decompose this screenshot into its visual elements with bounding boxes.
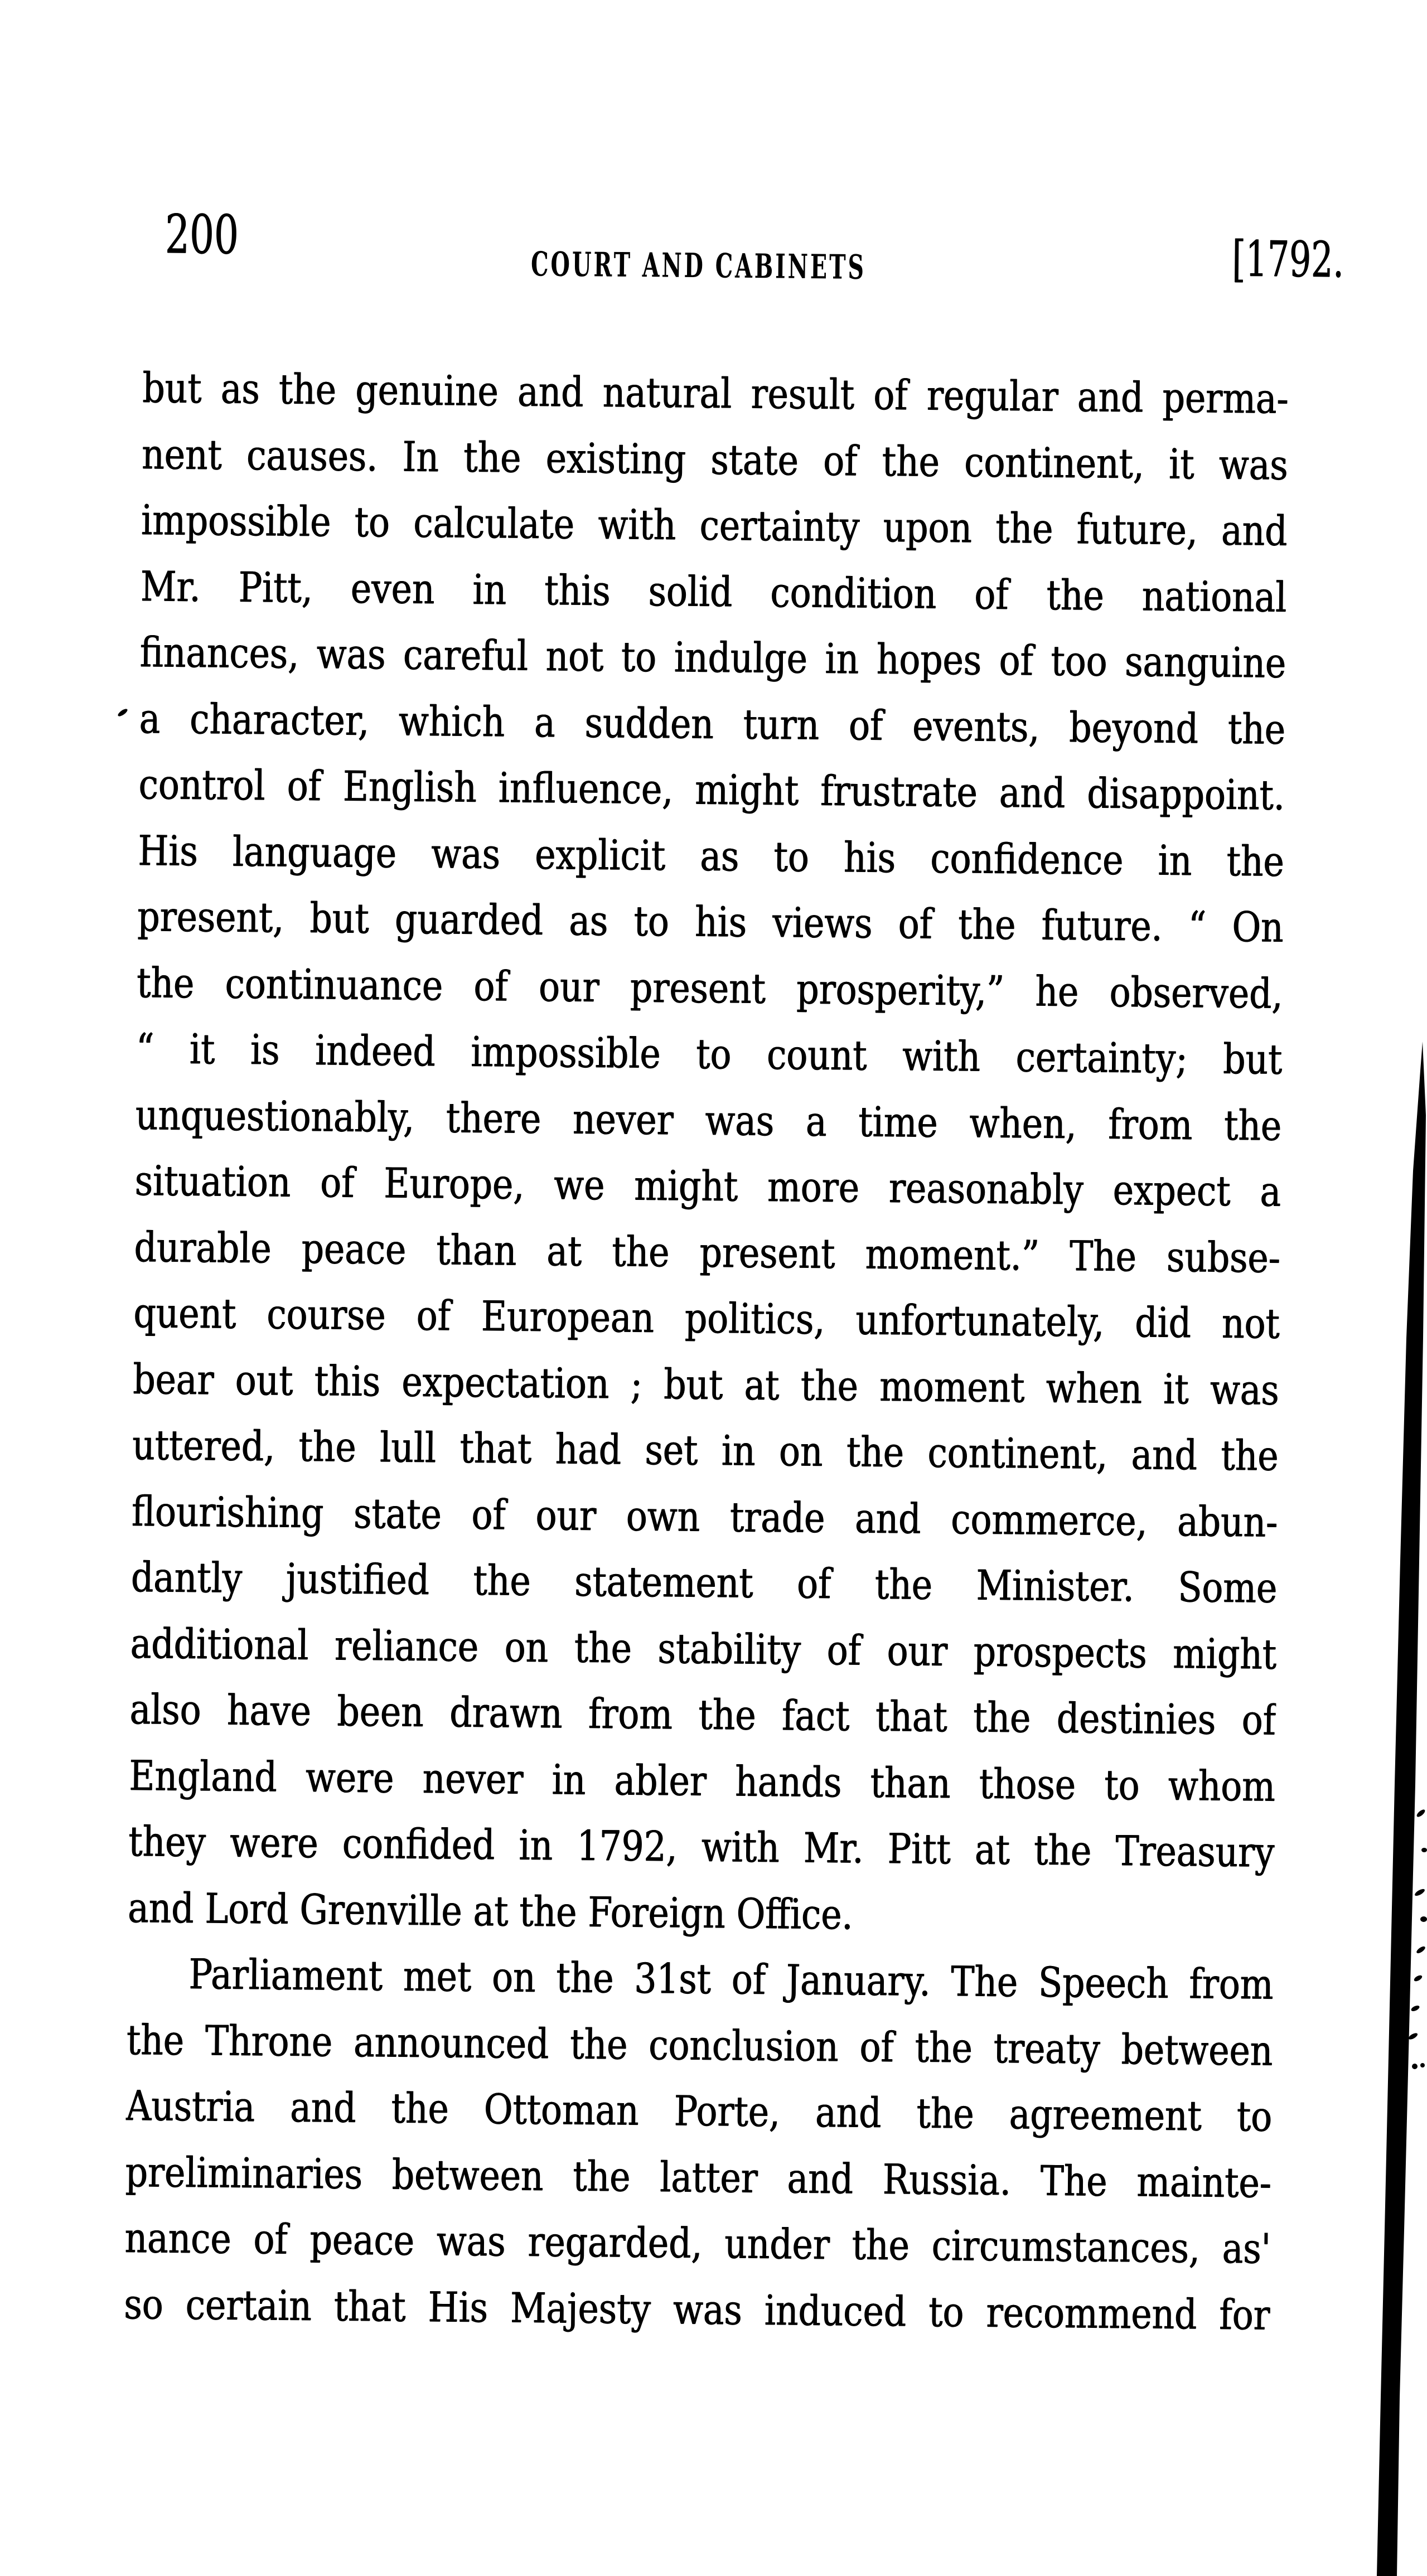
text-line: but as the genuine and natural result of regular and perma- <box>142 364 1289 423</box>
text-line: and Lord Grenville at the Foreign Office. <box>127 1883 853 1939</box>
page-number-text: 200 <box>165 202 239 267</box>
text-line: also have been drawn from the fact that the destinies of <box>129 1685 1276 1745</box>
text-line: preliminaries between the latter and Russia. The mainte- <box>125 2148 1272 2207</box>
text-line: impossible to calculate with certainty upon the future, and <box>141 496 1288 555</box>
text-line: flourishing state of our own trade and commerce, abun- <box>131 1487 1278 1547</box>
text-line: durable peace than at the present moment.” The subse- <box>134 1223 1281 1282</box>
page-header <box>0 0 1427 347</box>
text-line: quent course of European politics, unfortunately, did not <box>133 1289 1280 1348</box>
text-line: finances, was careful not to indulge in hopes of too sanguine <box>139 628 1286 687</box>
gutter-shadow-line <box>1377 1042 1426 2576</box>
text-line: a character, which a sudden turn of events, beyond the <box>139 694 1286 754</box>
text-line: uttered, the lull that had set in on the continent, and the <box>132 1421 1279 1480</box>
running-title-text: COURT AND CABINETS <box>530 245 867 288</box>
text-line: so certain that His Majesty was induced to recommend for <box>124 2280 1271 2340</box>
text-line: Austria and the Ottoman Porte, and the agreement to <box>125 2081 1273 2141</box>
text-line: His language was explicit as to his confidence in the <box>138 826 1285 886</box>
edition-year-text: [1792. <box>1231 230 1344 289</box>
text-line: nent causes. In the existing state of the continent, it was <box>141 430 1288 490</box>
text-line: England were never in abler hands than those to whom <box>129 1751 1276 1811</box>
text-line: they were confided in 1792, with Mr. Pitt at the Treasury <box>128 1817 1275 1877</box>
text-line: the Throne announced the conclusion of the treaty between <box>126 2016 1273 2075</box>
text-line: Parliament met on the 31st of January. The Speech from <box>188 1950 1274 2009</box>
text-line: additional reliance on the stability of our prospects might <box>130 1619 1277 1679</box>
text-line: present, but guarded as to his views of the future. “ On <box>137 892 1284 952</box>
text-line: dantly justified the statement of the Minister. Some <box>130 1553 1278 1613</box>
text-line: situation of Europe, we might more reasonably expect a <box>134 1156 1281 1216</box>
text-line: the continuance of our present prosperity,” he observed, <box>136 958 1283 1018</box>
text-line: bear out this expectation ; but at the moment when it was <box>132 1355 1280 1415</box>
text-line: nance of peace was regarded, under the circumstances, as' <box>124 2214 1271 2273</box>
text-block <box>124 357 1289 2350</box>
text-line: control of English influence, might frustrate and disappoint. <box>138 760 1285 820</box>
text-line: unquestionably, there never was a time when, from the <box>135 1091 1282 1150</box>
text-line: Mr. Pitt, even in this solid condition of the national <box>140 562 1287 622</box>
edition-year-marker <box>1184 230 1344 289</box>
text-line: “ it is indeed impossible to count with certainty; but <box>136 1024 1283 1084</box>
